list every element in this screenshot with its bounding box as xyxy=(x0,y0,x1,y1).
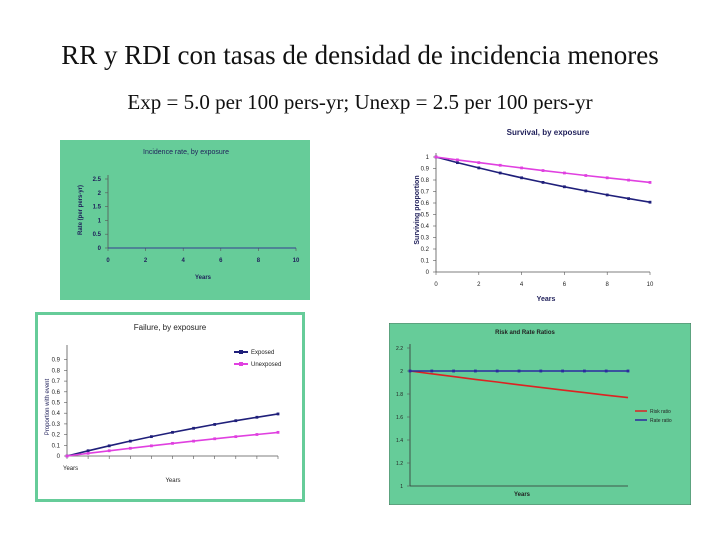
data-point xyxy=(234,435,237,438)
y-tick-label: 1 xyxy=(97,218,101,225)
x-tick-label: 6 xyxy=(562,282,567,288)
data-point xyxy=(561,370,564,373)
data-point xyxy=(539,370,542,373)
y-tick-label: 0.5 xyxy=(51,400,60,407)
y-tick-label: 0.5 xyxy=(92,232,101,239)
data-point xyxy=(256,433,259,436)
y-tick-label: 2.5 xyxy=(92,177,101,183)
x-axis-label: Years xyxy=(194,275,212,281)
data-point xyxy=(627,197,630,200)
data-point xyxy=(563,185,566,188)
y-tick-label: 0.3 xyxy=(420,235,429,242)
data-point xyxy=(452,370,455,373)
x-tick-label: 8 xyxy=(605,282,609,288)
plot-area xyxy=(67,343,278,456)
y-tick-label: 0.8 xyxy=(420,178,429,184)
data-point xyxy=(563,172,566,175)
y-tick-label: 0.7 xyxy=(420,189,429,196)
legend-label-exposed: Exposed xyxy=(251,350,275,356)
x-tick-label: 6 xyxy=(219,258,223,264)
data-point xyxy=(87,449,90,452)
data-point xyxy=(542,181,545,184)
data-point xyxy=(192,440,195,443)
y-tick-label: 0.1 xyxy=(420,258,429,265)
y-tick-label: 1 xyxy=(400,484,403,490)
legend-marker-unexposed xyxy=(239,362,243,366)
x-tick-label: 10 xyxy=(292,258,300,264)
x-tick-label: 4 xyxy=(519,282,524,288)
data-point xyxy=(499,164,502,167)
y-tick-label: 0.8 xyxy=(51,368,60,375)
x-tick-label: 0 xyxy=(106,258,110,264)
data-point xyxy=(649,181,652,184)
data-point xyxy=(496,370,499,373)
data-point xyxy=(277,431,280,434)
data-point xyxy=(605,370,608,373)
y-tick-label: 1.4 xyxy=(396,438,403,444)
data-point xyxy=(499,172,502,175)
data-point xyxy=(627,179,630,182)
y-tick-label: 1.5 xyxy=(92,204,101,211)
slide-title: RR y RDI con tasas de densidad de incidencia menores xyxy=(61,40,659,70)
y-tick-label: 0.2 xyxy=(420,247,429,253)
y-tick-label: 0.9 xyxy=(420,166,429,173)
data-point xyxy=(430,370,433,373)
data-point xyxy=(129,440,132,443)
y-tick-label: 1 xyxy=(425,155,429,161)
x-tick-label: 4 xyxy=(181,258,185,264)
y-axis-label: Rate (per pers-yr) xyxy=(78,184,84,236)
data-point xyxy=(584,190,587,193)
y-tick-label: 0.3 xyxy=(51,421,60,428)
data-point xyxy=(584,174,587,177)
ratio-chart xyxy=(389,323,691,505)
chart-title: Survival, by exposure xyxy=(506,128,590,137)
data-point xyxy=(150,444,153,447)
data-point xyxy=(477,167,480,170)
legend-label-unexposed: Unexposed xyxy=(251,362,282,368)
x-tick-label: 10 xyxy=(646,282,654,288)
y-tick-label: 0 xyxy=(56,454,60,460)
legend-marker-exposed xyxy=(239,350,243,354)
failure-chart xyxy=(35,312,305,502)
data-point xyxy=(87,452,90,455)
y-tick-label: 0.4 xyxy=(420,224,429,230)
data-point xyxy=(66,455,69,458)
data-point xyxy=(606,194,609,197)
legend-label-rate: Rate ratio xyxy=(650,418,672,424)
y-tick-label: 0.7 xyxy=(51,379,60,386)
x-tick-label: Years xyxy=(63,466,79,472)
data-point xyxy=(518,370,521,373)
data-point xyxy=(256,416,259,419)
y-tick-label: 0.4 xyxy=(51,411,60,418)
x-axis-label: Years xyxy=(165,478,181,484)
y-tick-label: 2.2 xyxy=(396,346,403,352)
survival-chart xyxy=(405,125,667,305)
data-point xyxy=(649,201,652,204)
legend-label-risk: Risk ratio xyxy=(650,409,671,415)
x-tick-label: 0 xyxy=(434,282,438,288)
y-tick-label: 0.9 xyxy=(51,357,60,364)
chart-title: Failure, by exposure xyxy=(133,323,207,332)
chart-background xyxy=(389,323,691,505)
data-point xyxy=(129,447,132,450)
x-axis-label: Years xyxy=(536,296,556,303)
data-point xyxy=(277,413,280,416)
data-point xyxy=(409,370,412,373)
data-point xyxy=(171,431,174,434)
y-tick-label: 0.6 xyxy=(51,389,60,396)
data-point xyxy=(108,449,111,452)
incidence-rate-chart xyxy=(60,140,310,300)
chart-title: Risk and Rate Ratios xyxy=(495,330,555,336)
data-point xyxy=(456,158,459,161)
data-point xyxy=(435,156,438,159)
data-point xyxy=(108,444,111,447)
data-point xyxy=(606,176,609,179)
y-tick-label: 0 xyxy=(425,270,429,276)
data-point xyxy=(234,419,237,422)
data-point xyxy=(213,437,216,440)
y-tick-label: 1.6 xyxy=(396,415,403,421)
data-point xyxy=(520,167,523,170)
data-point xyxy=(456,161,459,164)
data-point xyxy=(474,370,477,373)
y-tick-label: 2 xyxy=(97,190,101,197)
y-axis-label: Surviving proportion xyxy=(414,175,421,245)
y-tick-label: 1.8 xyxy=(396,392,403,398)
chart-title: Incidence rate, by exposure xyxy=(143,149,229,156)
data-point xyxy=(627,370,630,373)
data-point xyxy=(520,176,523,179)
x-tick-label: 2 xyxy=(143,258,148,264)
y-tick-label: 0.6 xyxy=(420,201,429,207)
slide-subtitle: Exp = 5.0 per 100 pers-yr; Unexp = 2.5 per 100 pers-yr xyxy=(127,90,593,114)
y-tick-label: 0.1 xyxy=(51,443,60,450)
y-tick-label: 2 xyxy=(400,369,403,375)
y-tick-label: 0.2 xyxy=(51,432,60,439)
x-axis-label: Years xyxy=(513,492,531,498)
data-point xyxy=(542,169,545,172)
data-point xyxy=(150,435,153,438)
y-tick-label: 0 xyxy=(97,246,101,252)
data-point xyxy=(171,442,174,445)
data-point xyxy=(192,427,195,430)
x-tick-label: 2 xyxy=(477,282,481,288)
data-point xyxy=(213,423,216,426)
x-tick-label: 8 xyxy=(256,258,261,264)
data-point xyxy=(583,370,586,373)
y-tick-label: 1.2 xyxy=(396,461,403,467)
data-point xyxy=(477,161,480,164)
y-tick-label: 0.5 xyxy=(420,212,429,219)
y-axis-label: Proportion with event xyxy=(45,378,51,436)
